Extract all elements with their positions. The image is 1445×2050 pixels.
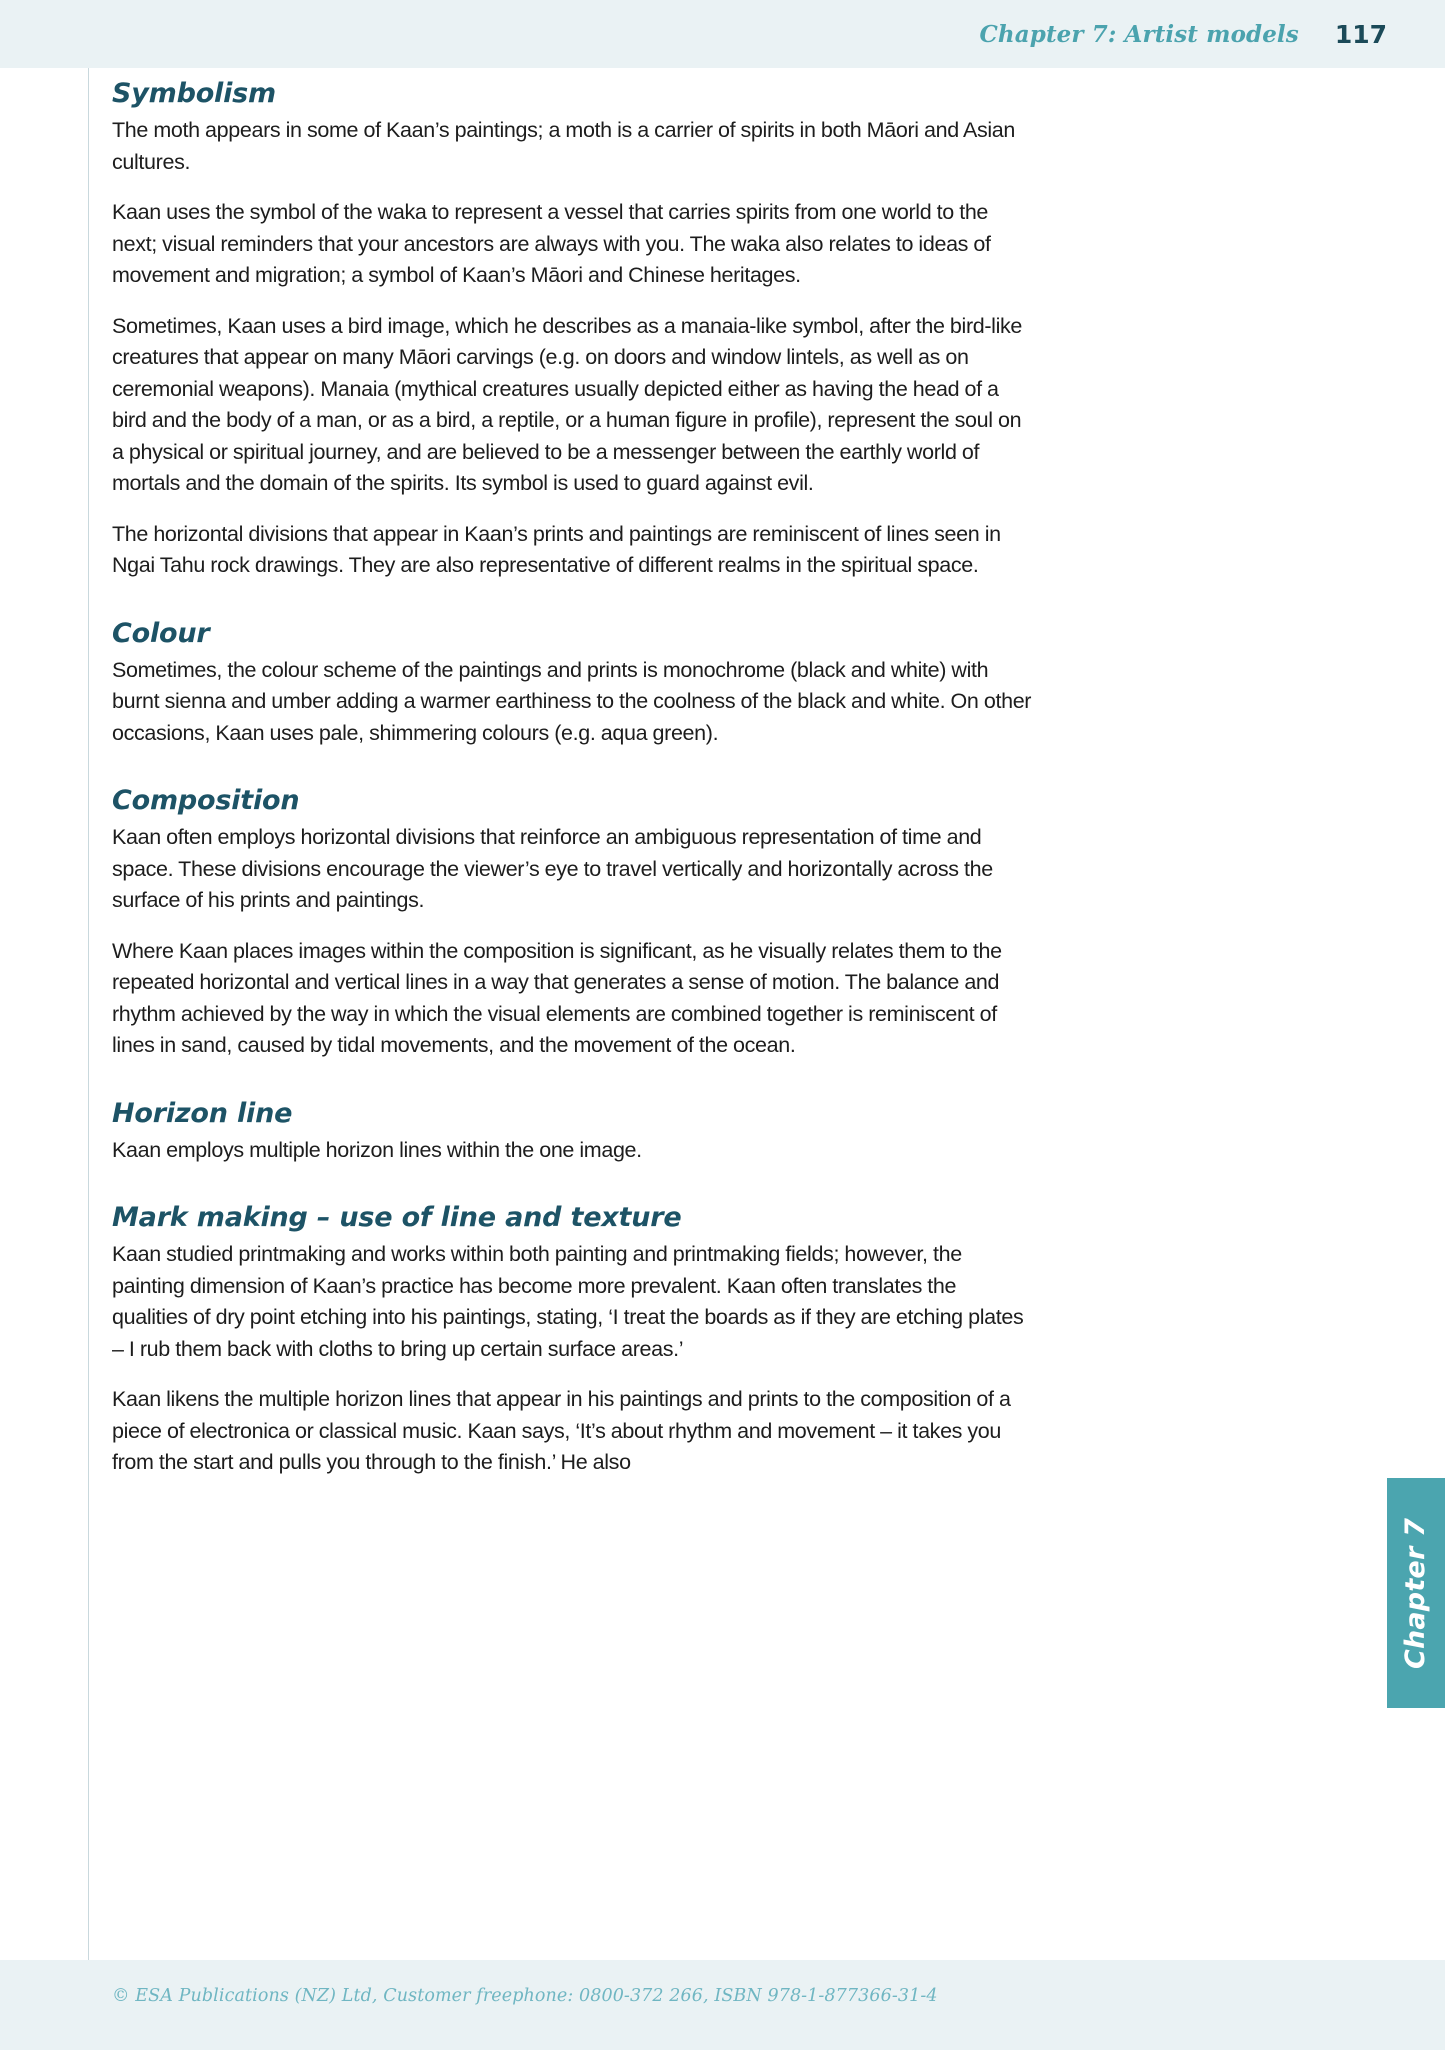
heading-mark-making: Mark making – use of line and texture [112,1202,682,1234]
heading-horizon-line: Horizon line [112,1097,293,1129]
footer-copyright: © ESA Publications (NZ) Ltd, Customer freephone: 0800-372 266, ISBN 978-1-877366-31-4 [112,1986,938,2006]
page-header [0,0,1445,68]
paragraph-colour-1: Sometimes, the colour scheme of the paintings and prints is monochrome (black and white) with burnt sienna and umber adding a warmer earthiness to the coolness of the black and white. On other occasions, Kaan uses pale, shimmering colours (e.g. aqua green). [112,657,1032,745]
paragraph-symbolism-2: Kaan uses the symbol of the waka to represent a vessel that carries spirits from one world to the next; visual reminders that your ancestors are always with you. The waka also relates to ideas of movement and migration; a symbol of Kaan’s Māori and Chinese heritages. [112,200,991,288]
header-chapter-title: Chapter 7: Artist models [979,20,1299,48]
paragraph-symbolism-1: The moth appears in some of Kaan’s paintings; a moth is a carrier of spirits in both Māori and Asian cultures. [112,118,1016,174]
paragraph-symbolism-4: The horizontal divisions that appear in Kaan’s prints and paintings are reminiscent of lines seen in Ngai Tahu rock drawings. They are also representative of different realms in the spiritual space. [112,521,1001,578]
page-footer-band [0,1960,1445,2050]
heading-composition: Composition [112,785,300,817]
chapter-side-tab-label: Chapter 7 [1400,1517,1432,1669]
paragraph-horizon-line-1: Kaan employs multiple horizon lines within the one image. [112,1137,642,1162]
paragraph-mark-making-1: Kaan studied printmaking and works within both painting and printmaking fields; however, the painting dimension of Kaan’s practice has become more prevalent. Kaan often translates the qualities of dry point etching into his paintings, stating, ‘I treat the boards as if they are etching plates – I rub them back with cloths to bring up certain surface areas.’ [112,1242,1024,1361]
chapter-side-tab [1387,1478,1445,1708]
paragraph-symbolism-3: Sometimes, Kaan uses a bird image, which he describes as a manaia-like symbol, after the bird-like creatures that appear on many Māori carvings (e.g. on doors and window lintels, as well as on ceremonial weapons). Manaia (mythical creatures usually depicted either as having the head of a bird and the body of a man, or as a bird, a reptile, or a human figure in profile), represent the soul on a physical or spiritual journey, and are believed to be a messenger between the earthly world of mortals and the domain of the spirits. Its symbol is used to guard against evil. [112,313,1023,496]
header-page-number: 117 [1334,19,1387,49]
heading-colour: Colour [112,617,210,649]
paragraph-composition-2: Where Kaan places images within the composition is significant, as he visually relates them to the repeated horizontal and vertical lines in a way that generates a sense of motion. The balance and rhythm achieved by the way in which the visual elements are combined together is reminiscent of lines in sand, caused by tidal movements, and the movement of the ocean. [112,938,1002,1058]
heading-symbolism: Symbolism [112,78,276,109]
paragraph-composition-1: Kaan often employs horizontal divisions that reinforce an ambiguous representation of time and space. These divisions encourage the viewer’s eye to travel vertically and horizontally across the surface of his prints and paintings. [112,825,993,913]
main-content [112,78,1032,1479]
left-margin-rule [88,68,89,1960]
paragraph-mark-making-2: Kaan likens the multiple horizon lines that appear in his paintings and prints to the composition of a piece of electronica or classical music. Kaan says, ‘It’s about rhythm and movement – it takes you from the start and pulls you through to the finish.’ He also [112,1387,1011,1475]
